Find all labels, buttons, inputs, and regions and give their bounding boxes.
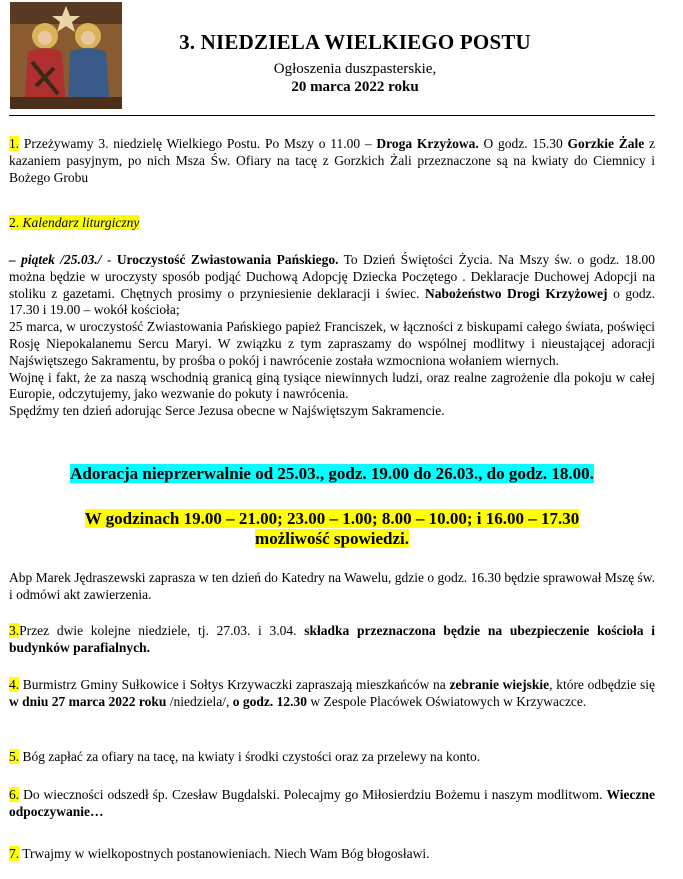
announcement-6 (9, 787, 655, 821)
announcement-2-body (9, 252, 655, 420)
paragraph: Abp Marek Jędraszewski zaprasza w ten dzień do Katedry na Wawelu, gdzie o godz. 16.30 będzie sprawował Mszę św. i odmówi akt zawierzenia. (9, 570, 655, 602)
confession-label: możliwość spowiedzi. (255, 529, 409, 548)
bold-text: Droga Krzyżowa. (376, 136, 479, 151)
confession-banner (9, 509, 655, 549)
text: Burmistrz Gminy Sułkowice i Sołtys Krzywaczki zapraszają mieszkańców na (19, 677, 450, 692)
bold-text: składka przeznaczona będzie na ubezpieczenie kościoła i budynków parafialnych. (9, 623, 655, 655)
text: Do wieczności odszedł śp. Czesław Bugdalski. Polecajmy go Miłosierdziu Bożemu i naszym modlitwom. (19, 787, 607, 802)
item-number: 5. (9, 749, 20, 764)
item-number: 7. (9, 846, 20, 861)
adoration-text: Adoracja nieprzerwalnie od 25.03., godz. 19.00 do 26.03., do godz. 18.00. (70, 464, 594, 483)
paragraph: Wojnę i fakt, że za naszą wschodnią granicą giną tysiące niewinnych ludzi, oraz realne zagrożenie dla pokoju w całej Europie, odczytujemy, jako wezwanie do pokuty i nawrócenia. (9, 369, 655, 402)
header (0, 0, 683, 118)
text: w Zespole Placówek Oświatowych w Krzywaczce. (307, 693, 587, 709)
bold-text: Wieczne odpoczywanie… (9, 787, 655, 819)
announcement-5 (9, 749, 655, 766)
text: O godz. 15.30 (478, 136, 568, 151)
text: To Dzień Świętości Życia. Na Mszy św. o godz. 18.00 można będzie w uroczysty sposób podjąć Duchową Adopcję Dziecka Poczętego . Deklaracje Duchowej Adopcji na stoliku z gazetami. Chętnych prosimy o przyniesienie deklaracji i świec. (9, 252, 655, 301)
bold-text: o godz. 12.30 (232, 693, 308, 709)
confession-hours: W godzinach 19.00 – 21.00; 23.00 – 1.00; 8.00 – 10.00; i 16.00 – 17.30 (84, 509, 580, 528)
text: Trwajmy w wielkopostnych postanowieniach. Niech Wam Bóg błogosławi. (19, 846, 430, 861)
text: o godz. 17.30 i 19.00 – wokół kościoła; (9, 285, 655, 318)
bold-text: Nabożeństwo Drogi Krzyżowej (425, 285, 608, 301)
paragraph: 25 marca, w uroczystość Zwiastowania Pańskiego papież Franciszek, w łączności z biskupami całego świata, poświęci Rosję Niepokalanemu Sercu Maryi. W związku z tym zapraszamy do wspólnej modlitwy i nieustającej adoracji Najświętszego Sakramentu, by prośba o pokój i nawrócenie została wzmocniona wołaniem wiernych. (9, 319, 655, 368)
friday-label: – piątek /25.03./ (9, 252, 102, 267)
item-number: 2. (9, 215, 20, 230)
divider (9, 115, 655, 116)
item-number: 6. (9, 787, 20, 802)
bold-text: Uroczystość Zwiastowania Pańskiego. (116, 252, 339, 267)
text: /niedziela/, (166, 693, 233, 709)
date: 20 marca 2022 roku (291, 79, 419, 95)
item-number: 1. (9, 136, 20, 151)
text: Bóg zapłać za ofiary na tacę, na kwiaty i środki czystości oraz za przelewy na konto. (19, 749, 481, 764)
announcement-7 (9, 846, 655, 863)
text: , które odbędzie się (549, 677, 655, 692)
paragraph: Spędźmy ten dzień adorując Serce Jezusa obecne w Najświętszym Sakramencie. (9, 403, 445, 419)
bold-text: Gorzkie Żale (567, 136, 645, 151)
subtitle: Ogłoszenia duszpasterskie, (273, 61, 437, 77)
item-number: 4. (9, 677, 20, 692)
announcement-2-heading (9, 215, 655, 232)
item-number: 3. (9, 623, 20, 638)
announcement-3 (9, 623, 655, 657)
section-heading: Kalendarz liturgiczny (19, 215, 140, 230)
adoration-banner (9, 464, 655, 484)
icon-painting (10, 2, 122, 109)
text: Przez dwie kolejne niedziele, tj. 27.03. i 3.04. (19, 623, 305, 638)
bold-text: zebranie wiejskie (449, 677, 550, 692)
bold-text: w dniu 27 marca 2022 roku (9, 693, 167, 709)
archbishop-paragraph (9, 570, 655, 604)
text: z kazaniem pasyjnym, po nich Msza Św. Ofiary na tacę z Gorzkich Żali przeznaczone są na kwiaty do Ciemnicy i Bożego Grobu (9, 136, 655, 185)
announcement-4 (9, 677, 655, 711)
text: Przeżywamy 3. niedzielę Wielkiego Postu. Po Mszy o 11.00 – (19, 136, 377, 151)
announcement-1 (9, 136, 655, 186)
page-title: 3. NIEDZIELA WIELKIEGO POSTU (179, 30, 531, 54)
text: - (101, 252, 117, 267)
